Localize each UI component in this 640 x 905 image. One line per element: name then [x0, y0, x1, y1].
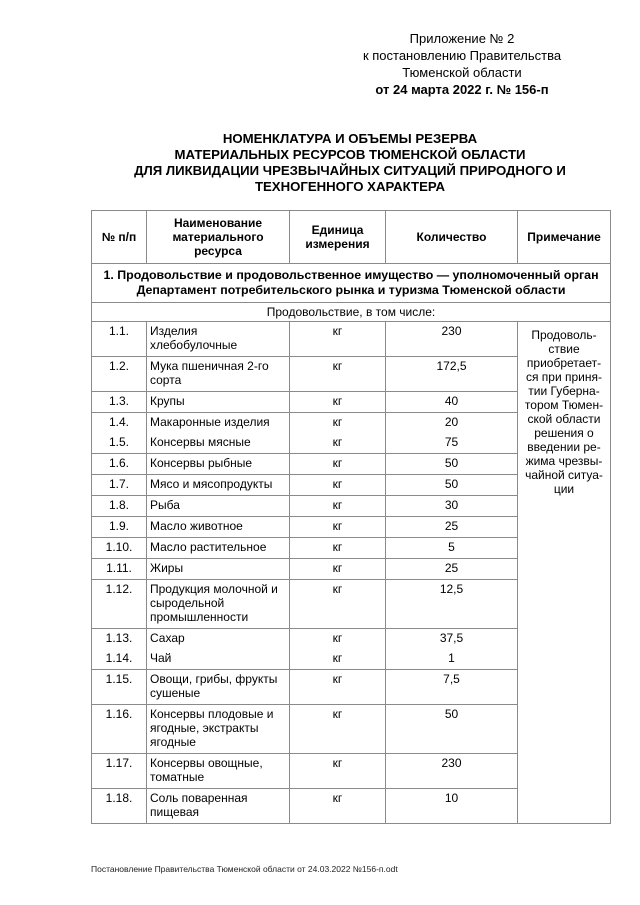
row-name: Продукция молочной и сыродельной промышленности [147, 580, 290, 629]
header-quantity: Количество [386, 211, 518, 264]
row-quantity: 7,5 [386, 670, 518, 705]
row-unit: кг [290, 433, 386, 454]
row-name: Чай [147, 649, 290, 670]
row-number: 1.5. [92, 433, 147, 454]
row-number: 1.2. [92, 357, 147, 392]
row-quantity: 20 [386, 413, 518, 434]
row-unit: кг [290, 670, 386, 705]
row-unit: кг [290, 559, 386, 580]
row-number: 1.16. [92, 705, 147, 754]
header-name: Наименование материального ресурса [147, 211, 290, 264]
row-unit: кг [290, 629, 386, 650]
row-name: Макаронные изделия [147, 413, 290, 434]
header-unit: Единица измерения [290, 211, 386, 264]
row-quantity: 50 [386, 454, 518, 475]
appendix-number: Приложение № 2 [409, 31, 515, 46]
row-number: 1.6. [92, 454, 147, 475]
row-unit: кг [290, 789, 386, 824]
appendix-ref: к постановлению Правительства [362, 48, 562, 63]
row-name: Соль поваренная пищевая [147, 789, 290, 824]
row-number: 1.12. [92, 580, 147, 629]
row-unit: кг [290, 322, 386, 357]
row-unit: кг [290, 475, 386, 496]
row-quantity: 30 [386, 496, 518, 517]
row-quantity: 5 [386, 538, 518, 559]
row-number: 1.14. [92, 649, 147, 670]
document-title [90, 131, 610, 195]
row-name: Сахар [147, 629, 290, 650]
row-quantity: 37,5 [386, 629, 518, 650]
row-quantity: 25 [386, 559, 518, 580]
row-number: 1.8. [92, 496, 147, 517]
row-quantity: 50 [386, 475, 518, 496]
row-number: 1.9. [92, 517, 147, 538]
row-name: Масло растительное [147, 538, 290, 559]
row-name: Овощи, грибы, фрукты сушеные [147, 670, 290, 705]
row-quantity: 1 [386, 649, 518, 670]
row-number: 1.3. [92, 392, 147, 413]
row-quantity: 230 [386, 322, 518, 357]
row-name: Мука пшеничная 2-го сорта [147, 357, 290, 392]
row-name: Консервы рыбные [147, 454, 290, 475]
row-name: Консервы плодовые и ягодные, экстракты ягодные [147, 705, 290, 754]
title-line-1: НОМЕНКЛАТУРА И ОБЪЕМЫ РЕЗЕРВА [222, 131, 478, 146]
row-number: 1.10. [92, 538, 147, 559]
row-name: Консервы овощные, томатные [147, 754, 290, 789]
row-unit: кг [290, 392, 386, 413]
header-number: № п/п [92, 211, 147, 264]
row-name: Жиры [147, 559, 290, 580]
row-number: 1.17. [92, 754, 147, 789]
table-row [92, 322, 611, 357]
row-name: Консервы мясные [147, 433, 290, 454]
row-number: 1.13. [92, 629, 147, 650]
subsection-row [92, 303, 611, 322]
title-line-2: МАТЕРИАЛЬНЫХ РЕСУРСОВ ТЮМЕНСКОЙ ОБЛАСТИ [174, 147, 526, 162]
row-unit: кг [290, 413, 386, 434]
title-line-4: ТЕХНОГЕННОГО ХАРАКТЕРА [254, 179, 446, 194]
footer-filename: Постановление Правительства Тюменской области от 24.03.2022 №156-п.odt [91, 864, 398, 874]
row-unit: кг [290, 517, 386, 538]
row-quantity: 75 [386, 433, 518, 454]
row-number: 1.18. [92, 789, 147, 824]
title-line-3: ДЛЯ ЛИКВИДАЦИИ ЧРЕЗВЫЧАЙНЫХ СИТУАЦИЙ ПРИРОДНОГО И [134, 163, 566, 178]
row-unit: кг [290, 496, 386, 517]
appendix-region: Тюменской области [402, 65, 522, 80]
row-quantity: 10 [386, 789, 518, 824]
row-quantity: 40 [386, 392, 518, 413]
row-quantity: 12,5 [386, 580, 518, 629]
row-unit: кг [290, 649, 386, 670]
subsection-title: Продовольствие, в том числе: [92, 303, 611, 322]
row-quantity: 172,5 [386, 357, 518, 392]
row-number: 1.7. [92, 475, 147, 496]
appendix-header [332, 30, 592, 98]
row-name: Изделия хлебобулочные [147, 322, 290, 357]
header-note: Примечание [518, 211, 611, 264]
row-unit: кг [290, 580, 386, 629]
row-name: Масло животное [147, 517, 290, 538]
row-name: Крупы [147, 392, 290, 413]
row-quantity: 230 [386, 754, 518, 789]
row-number: 1.11. [92, 559, 147, 580]
row-unit: кг [290, 357, 386, 392]
row-number: 1.4. [92, 413, 147, 434]
row-unit: кг [290, 754, 386, 789]
section-title: 1. Продовольствие и продовольственное имущество — уполномоченный орган Департамент потребительского рынка и туризма Тюменской области [92, 264, 611, 303]
row-quantity: 25 [386, 517, 518, 538]
row-name: Мясо и мясопродукты [147, 475, 290, 496]
row-unit: кг [290, 538, 386, 559]
row-name: Рыба [147, 496, 290, 517]
row-number: 1.15. [92, 670, 147, 705]
row-note: Продоволь-ствие приобретает-ся при приня-тии Губерна-тором Тюмен-ской области решения о введении ре-жима чрезвы-чайной ситуа-ции [518, 322, 611, 824]
row-quantity: 50 [386, 705, 518, 754]
table-header-row [92, 211, 611, 264]
row-unit: кг [290, 705, 386, 754]
section-row [92, 264, 611, 303]
resources-table [91, 210, 611, 824]
row-number: 1.1. [92, 322, 147, 357]
appendix-date: от 24 марта 2022 г. № 156-п [375, 82, 549, 97]
row-unit: кг [290, 454, 386, 475]
